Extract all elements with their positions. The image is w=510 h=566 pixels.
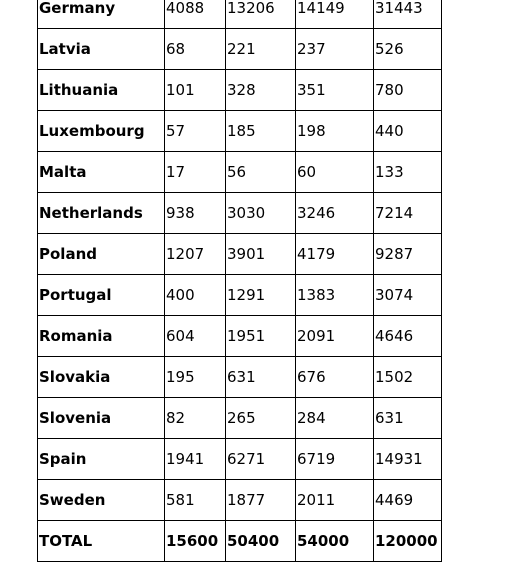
value-cell: 3030 (226, 193, 296, 234)
country-cell: Portugal (38, 275, 165, 316)
value-cell: 3246 (296, 193, 374, 234)
value-cell: 14149 (296, 0, 374, 29)
value-cell: 1383 (296, 275, 374, 316)
value-cell: 4179 (296, 234, 374, 275)
table-row (38, 398, 442, 439)
value-cell: 14931 (374, 439, 442, 480)
value-cell: 56 (226, 152, 296, 193)
value-cell: 237 (296, 29, 374, 70)
table-row (38, 275, 442, 316)
total-label-cell: TOTAL (38, 521, 165, 562)
total-value-cell: 50400 (226, 521, 296, 562)
value-cell: 1941 (165, 439, 226, 480)
value-cell: 284 (296, 398, 374, 439)
country-cell: Germany (38, 0, 165, 29)
table-row (38, 234, 442, 275)
table-row (38, 111, 442, 152)
table-row (38, 70, 442, 111)
value-cell: 676 (296, 357, 374, 398)
value-cell: 17 (165, 152, 226, 193)
value-cell: 2091 (296, 316, 374, 357)
table-body (38, 0, 442, 562)
table-row (38, 193, 442, 234)
country-data-table (37, 0, 442, 562)
table-row (38, 152, 442, 193)
value-cell: 4088 (165, 0, 226, 29)
country-cell: Sweden (38, 480, 165, 521)
country-cell: Slovenia (38, 398, 165, 439)
value-cell: 185 (226, 111, 296, 152)
total-value-cell: 54000 (296, 521, 374, 562)
country-cell: Lithuania (38, 70, 165, 111)
country-cell: Romania (38, 316, 165, 357)
value-cell: 581 (165, 480, 226, 521)
table-row (38, 316, 442, 357)
value-cell: 2011 (296, 480, 374, 521)
value-cell: 938 (165, 193, 226, 234)
value-cell: 57 (165, 111, 226, 152)
value-cell: 4646 (374, 316, 442, 357)
value-cell: 631 (226, 357, 296, 398)
table-row (38, 439, 442, 480)
value-cell: 780 (374, 70, 442, 111)
total-value-cell: 120000 (374, 521, 442, 562)
total-value-cell: 15600 (165, 521, 226, 562)
value-cell: 6271 (226, 439, 296, 480)
value-cell: 328 (226, 70, 296, 111)
country-cell: Malta (38, 152, 165, 193)
value-cell: 1207 (165, 234, 226, 275)
value-cell: 265 (226, 398, 296, 439)
value-cell: 440 (374, 111, 442, 152)
table-row (38, 29, 442, 70)
value-cell: 631 (374, 398, 442, 439)
total-row (38, 521, 442, 562)
value-cell: 198 (296, 111, 374, 152)
country-cell: Poland (38, 234, 165, 275)
table-row (38, 0, 442, 29)
value-cell: 9287 (374, 234, 442, 275)
value-cell: 3074 (374, 275, 442, 316)
value-cell: 195 (165, 357, 226, 398)
value-cell: 526 (374, 29, 442, 70)
value-cell: 133 (374, 152, 442, 193)
value-cell: 101 (165, 70, 226, 111)
value-cell: 1291 (226, 275, 296, 316)
value-cell: 60 (296, 152, 374, 193)
value-cell: 68 (165, 29, 226, 70)
value-cell: 13206 (226, 0, 296, 29)
value-cell: 3901 (226, 234, 296, 275)
value-cell: 4469 (374, 480, 442, 521)
value-cell: 31443 (374, 0, 442, 29)
value-cell: 7214 (374, 193, 442, 234)
value-cell: 6719 (296, 439, 374, 480)
country-cell: Slovakia (38, 357, 165, 398)
table-row (38, 480, 442, 521)
value-cell: 82 (165, 398, 226, 439)
country-cell: Luxembourg (38, 111, 165, 152)
value-cell: 604 (165, 316, 226, 357)
country-cell: Netherlands (38, 193, 165, 234)
value-cell: 1951 (226, 316, 296, 357)
value-cell: 400 (165, 275, 226, 316)
table-row (38, 357, 442, 398)
value-cell: 1877 (226, 480, 296, 521)
country-cell: Latvia (38, 29, 165, 70)
value-cell: 1502 (374, 357, 442, 398)
value-cell: 221 (226, 29, 296, 70)
value-cell: 351 (296, 70, 374, 111)
country-cell: Spain (38, 439, 165, 480)
